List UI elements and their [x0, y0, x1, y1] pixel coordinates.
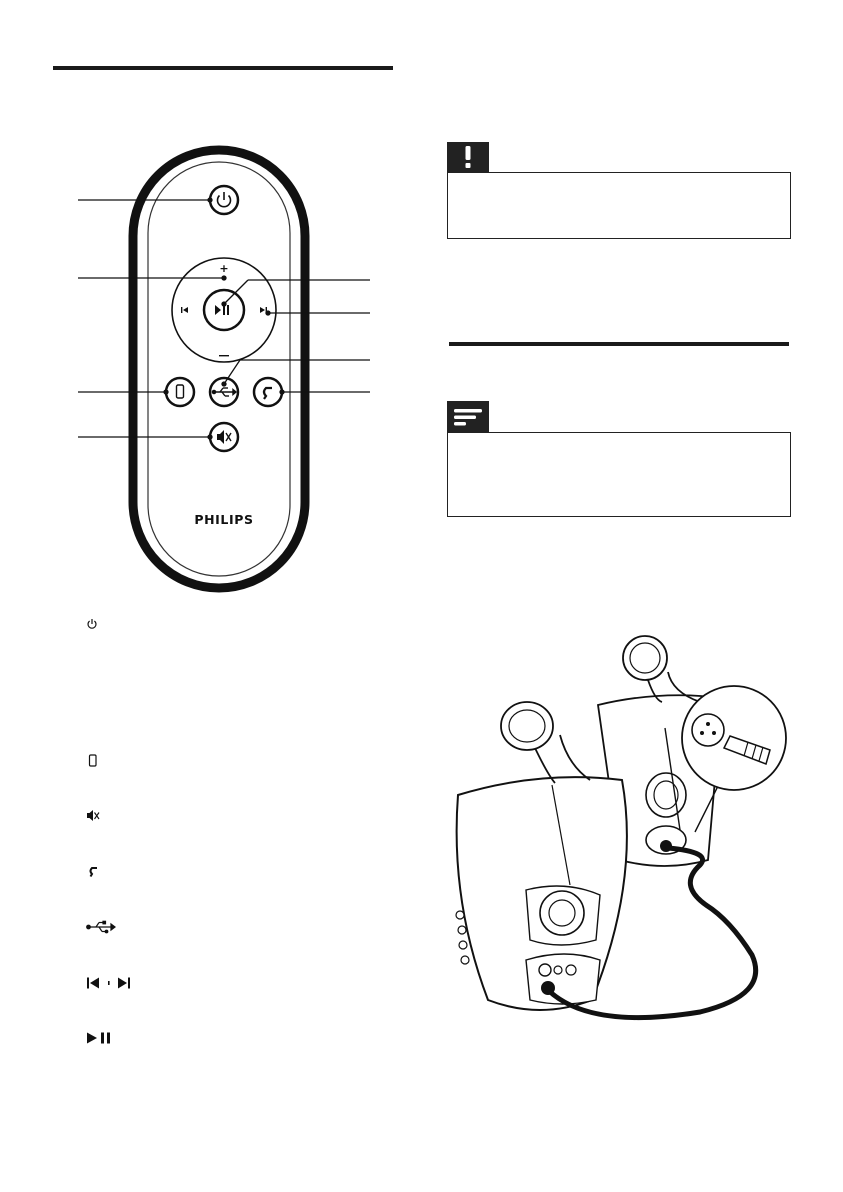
note-badge [447, 401, 489, 432]
legend-play-pause-icon [86, 1031, 118, 1045]
legend-skip-icons [86, 976, 136, 990]
note-box [447, 432, 791, 517]
right-section-rule [449, 342, 789, 346]
remote-aux-button [254, 378, 282, 406]
remote-plus-label: + [219, 262, 229, 275]
remote-minus-label [219, 355, 229, 356]
legend-usb-icon [86, 920, 116, 934]
remote-brand-logo: PHILIPS [194, 512, 254, 527]
remote-control-illustration [0, 140, 400, 600]
legend-power-icon [86, 618, 98, 630]
remote-dock-button [166, 378, 194, 406]
caution-badge [447, 142, 489, 172]
left-section-rule [53, 66, 393, 70]
speaker-connection-illustration [430, 620, 830, 1030]
legend-mute-icon [86, 809, 100, 822]
back-speaker-port [646, 773, 686, 817]
caution-box [447, 172, 791, 239]
front-speaker-port [540, 891, 584, 935]
legend-dock-icon [88, 754, 98, 767]
legend-aux-icon [86, 864, 100, 878]
exclamation-icon [463, 146, 473, 168]
note-lines-icon [454, 408, 482, 426]
